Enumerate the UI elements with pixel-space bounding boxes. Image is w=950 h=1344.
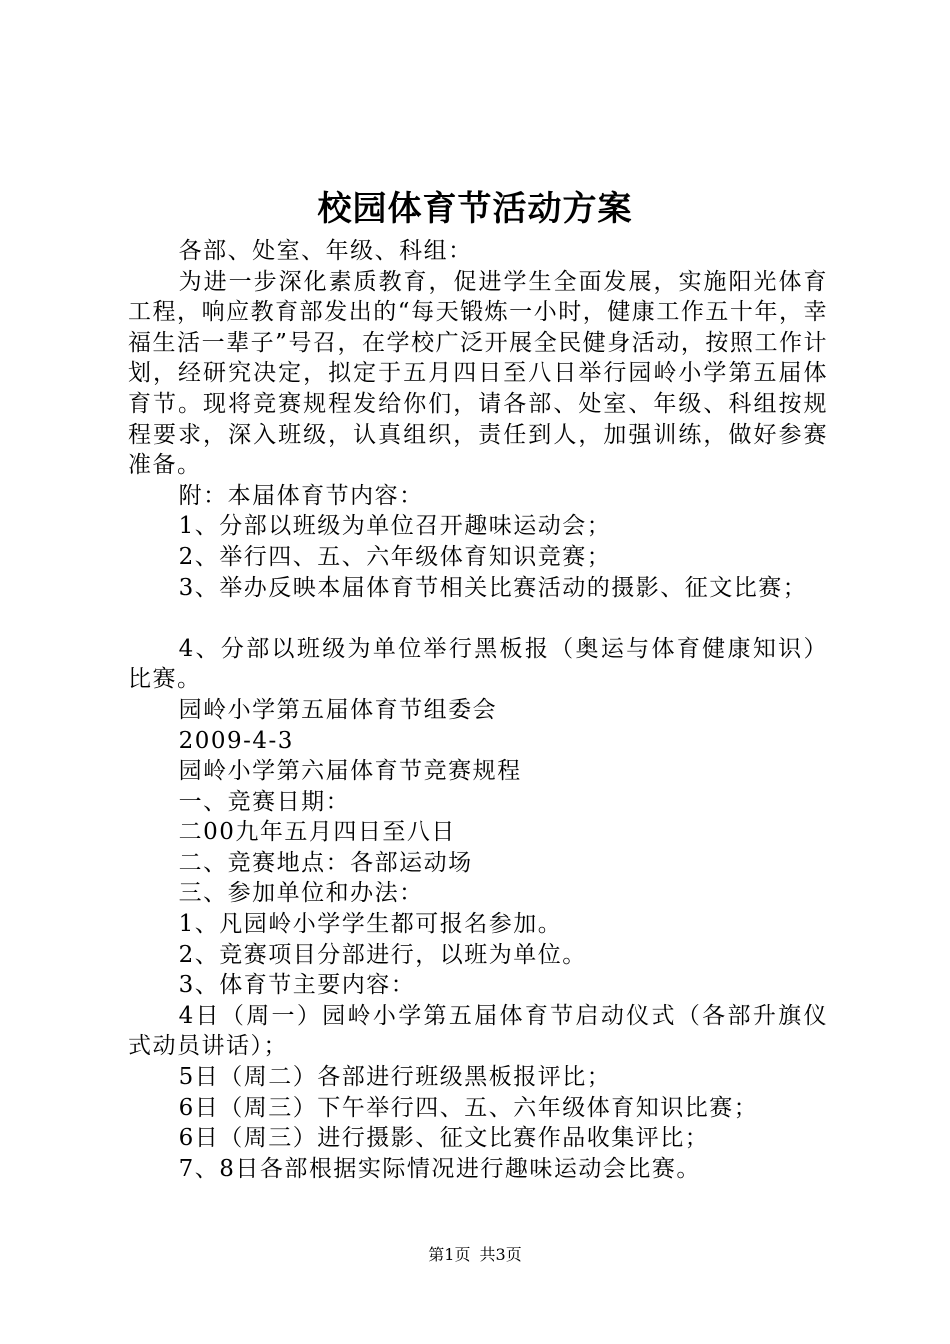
rules-heading: 园岭小学第六届体育节竞赛规程 bbox=[178, 758, 522, 785]
signature-date: 2009-4-3 bbox=[178, 727, 294, 754]
signature-organizer: 园岭小学第五届体育节组委会 bbox=[178, 696, 498, 723]
salutation: 各部、处室、年级、科组： bbox=[178, 238, 473, 264]
schedule-item: 4日（周一）园岭小学第五届体育节启动仪式（各部升旗仪式动员讲话）； bbox=[128, 1002, 828, 1060]
page-total: 共3页 bbox=[479, 1245, 522, 1264]
section-heading: 二、竞赛地点：各部运动场 bbox=[178, 849, 473, 876]
section-heading: 三、参加单位和办法： bbox=[178, 880, 424, 907]
document-title: 校园体育节活动方案 bbox=[317, 189, 633, 229]
content-item: 1、分部以班级为单位召开趣味运动会； bbox=[178, 513, 612, 540]
rule-item: 3、体育节主要内容： bbox=[178, 972, 416, 999]
competition-dates: 二00九年五月四日至八日 bbox=[178, 819, 456, 846]
schedule-item: 6日（周三）进行摄影、征文比赛作品收集评比； bbox=[178, 1125, 710, 1152]
schedule-item: 7、8日各部根据实际情况进行趣味运动会比赛。 bbox=[178, 1155, 701, 1182]
rule-item: 2、竞赛项目分部进行，以班为单位。 bbox=[178, 941, 587, 968]
content-item: 2、举行四、五、六年级体育知识竞赛； bbox=[178, 543, 612, 570]
content-item: 4、分部以班级为单位举行黑板报（奥运与体育健康知识）比赛。 bbox=[128, 635, 828, 693]
content-item: 3、举办反映本届体育节相关比赛活动的摄影、征文比赛； bbox=[178, 574, 808, 601]
intro-paragraph: 为进一步深化素质教育，促进学生全面发展，实施阳光体育工程，响应教育部发出的“每天锻炼一小时，健康工作五十年，幸福生活一辈子”号召，在学校广泛开展全民健身活动，按照工作计划，经研究决定，拟定于五月四日至八日举行园岭小学第五届体育节。现将竞赛规程发给你们，请各部、处室、年级、科组按规程要求，深入班级，认真组织，责任到人，加强训练，做好参赛准备。 bbox=[128, 268, 828, 479]
appendix-heading: 附：本届体育节内容： bbox=[178, 482, 424, 509]
section-heading: 一、竞赛日期： bbox=[178, 788, 351, 815]
rule-item: 1、凡园岭小学学生都可报名参加。 bbox=[178, 911, 563, 938]
schedule-item: 5日（周二）各部进行班级黑板报评比； bbox=[178, 1064, 612, 1091]
page-footer bbox=[0, 1243, 950, 1267]
page-number: 第1页 bbox=[428, 1245, 471, 1264]
document-body bbox=[128, 236, 828, 1184]
schedule-item: 6日（周三）下午举行四、五、六年级体育知识比赛； bbox=[178, 1094, 759, 1121]
spacer bbox=[128, 603, 828, 634]
